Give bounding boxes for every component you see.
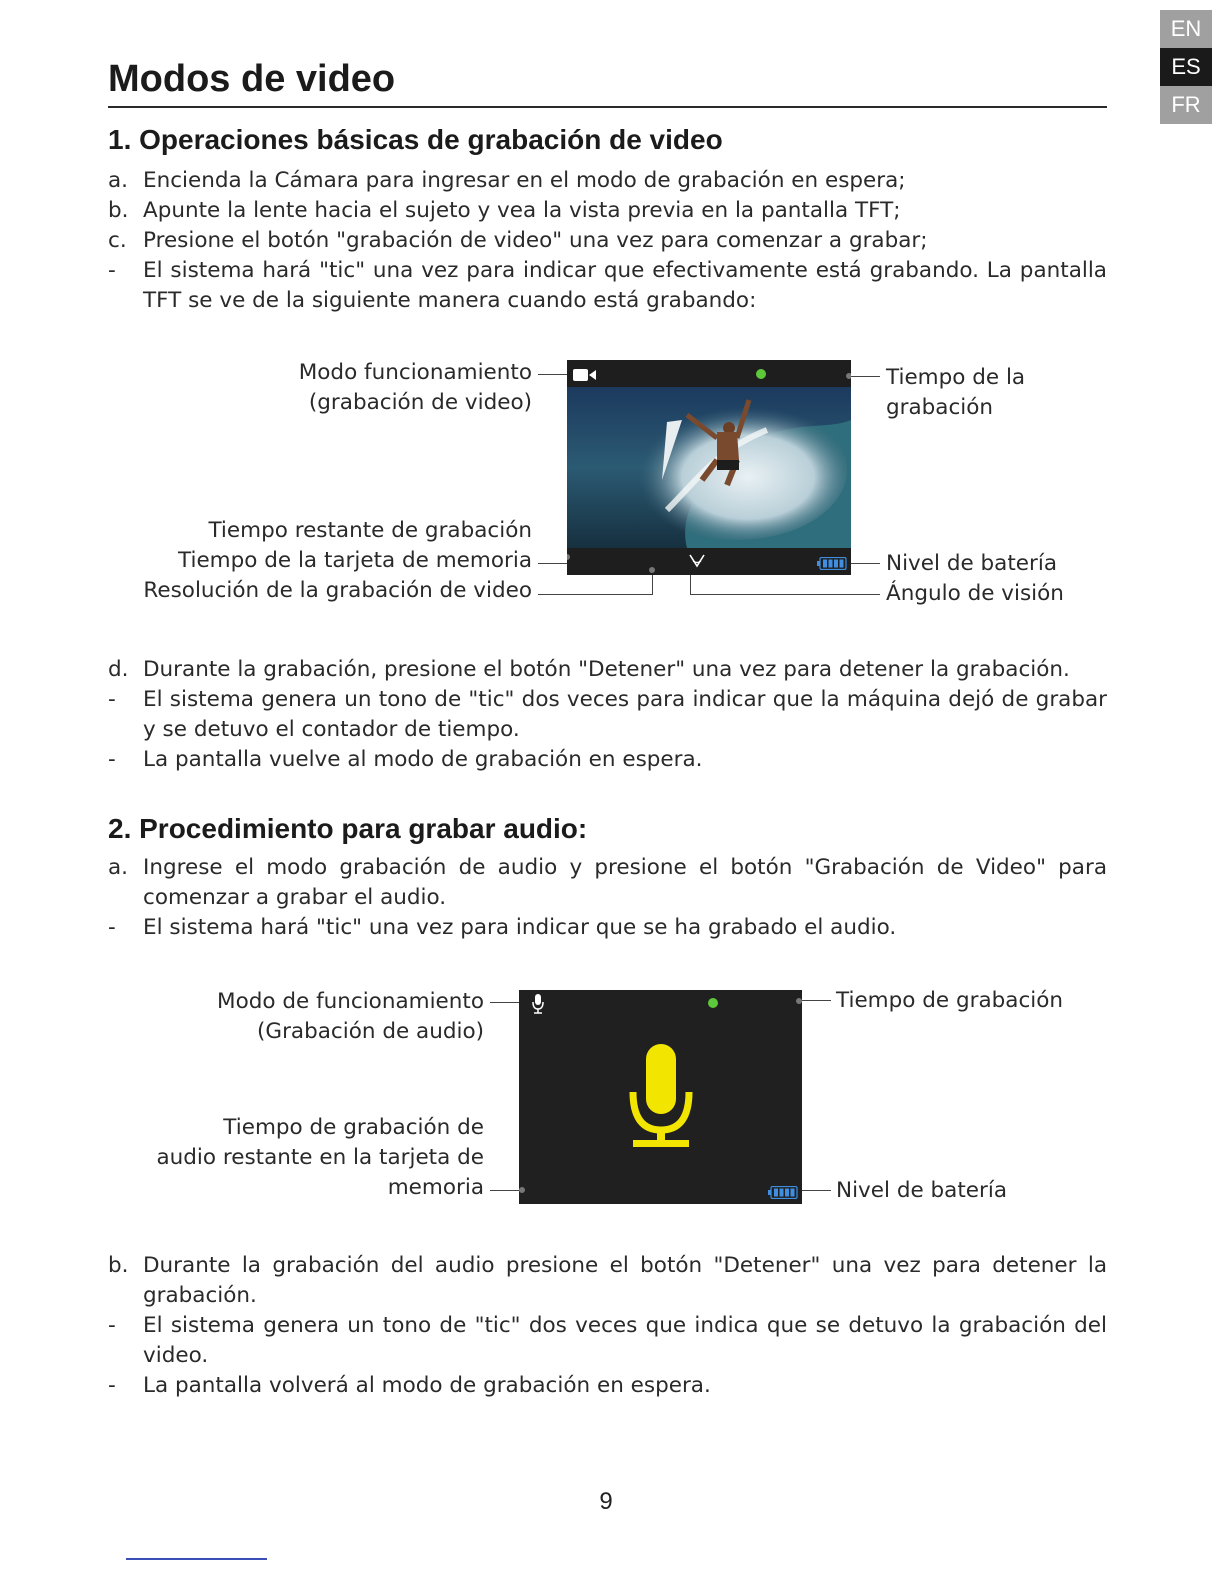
list-item xyxy=(108,196,1107,226)
list-text: El sistema genera un tono de "tic" dos veces que indica que se detuvo la grabación del video. xyxy=(143,1313,1107,1368)
list-item xyxy=(108,226,1107,256)
list-text: Encienda la Cámara para ingresar en el modo de grabación en espera; xyxy=(143,168,906,193)
label-audio-remaining-line2: audio restante en la tarjeta de xyxy=(156,1145,484,1170)
list-marker: b. xyxy=(108,198,129,223)
label-audio-mode-line2: (Grabación de audio) xyxy=(257,1019,484,1044)
lang-tab-fr[interactable]: FR xyxy=(1160,86,1212,124)
recording-dot-icon xyxy=(756,369,766,379)
lang-tab-en[interactable]: EN xyxy=(1160,10,1212,48)
list-item xyxy=(108,256,1107,316)
video-preview-screen xyxy=(567,360,851,575)
list-marker: b. xyxy=(108,1253,129,1278)
list-marker: - xyxy=(108,1373,116,1398)
label-mode xyxy=(299,358,532,418)
label-remaining-line1: Tiempo restante de grabación xyxy=(208,518,532,543)
list-item xyxy=(108,655,1107,685)
list-text: Apunte la lente hacia el sujeto y vea la vista previa en la pantalla TFT; xyxy=(143,198,901,223)
section1-heading: 1. Operaciones básicas de grabación de video xyxy=(108,124,723,155)
label-resolution: Resolución de la grabación de video xyxy=(143,578,532,603)
label-mode-line1: Modo funcionamiento xyxy=(298,360,532,385)
list-item xyxy=(108,1311,1107,1371)
label-battery: Nivel de batería xyxy=(886,551,1057,576)
label-recording-time-line1: Tiempo de la xyxy=(886,365,1026,390)
large-microphone-icon xyxy=(629,1044,693,1154)
label-audio-mode-line1: Modo de funcionamiento xyxy=(217,989,484,1014)
view-angle-icon xyxy=(688,553,706,573)
label-audio-recording-time: Tiempo de grabación xyxy=(836,988,1064,1013)
list-marker: - xyxy=(108,258,116,283)
label-recording-time xyxy=(886,363,1025,423)
leader-line xyxy=(538,594,653,595)
language-tabs xyxy=(1160,10,1212,124)
leader-line xyxy=(801,1190,831,1191)
list-marker: - xyxy=(108,687,116,712)
list-text: Durante la grabación, presione el botón "Detener" una vez para detener la grabación. xyxy=(143,657,1070,682)
label-audio-remaining xyxy=(156,1113,484,1203)
leader-line xyxy=(490,1190,520,1191)
list-text: El sistema hará "tic" una vez para indicar que se ha grabado el audio. xyxy=(143,915,897,940)
section1-steps xyxy=(108,166,1107,316)
list-marker: a. xyxy=(108,855,129,880)
page-title: Modos de video xyxy=(108,58,396,100)
footer-rule xyxy=(126,1558,267,1560)
section2-after-steps xyxy=(108,1251,1107,1401)
battery-icon xyxy=(817,555,847,574)
section1-after-steps xyxy=(108,655,1107,775)
list-text: Presione el botón "grabación de video" una vez para comenzar a grabar; xyxy=(143,228,928,253)
label-recording-time-line2: grabación xyxy=(886,395,994,420)
microphone-icon xyxy=(531,993,545,1019)
list-text: La pantalla vuelve al modo de grabación en espera. xyxy=(143,747,703,772)
list-text: Durante la grabación del audio presione el botón "Detener" una vez para detener la grabación. xyxy=(143,1253,1107,1308)
section2-steps xyxy=(108,853,1107,943)
battery-icon xyxy=(768,1184,798,1203)
list-item xyxy=(108,913,1107,943)
audio-recording-screen xyxy=(519,990,802,1204)
leader-line xyxy=(850,563,880,564)
label-audio-remaining-line3: memoria xyxy=(387,1175,484,1200)
label-mode-line2: (grabación de video) xyxy=(308,390,532,415)
list-text: Ingrese el modo grabación de audio y presione el botón "Grabación de Video" para comenzar a grabar el audio. xyxy=(143,855,1107,910)
label-audio-mode xyxy=(217,987,484,1047)
lang-tab-es[interactable]: ES xyxy=(1160,48,1212,86)
list-text: El sistema genera un tono de "tic" dos veces para indicar que la máquina dejó de grabar y se detuvo el contador de tiempo. xyxy=(143,687,1107,742)
label-audio-remaining-line1: Tiempo de grabación de xyxy=(223,1115,484,1140)
leader-line xyxy=(801,1000,831,1001)
list-text: La pantalla volverá al modo de grabación en espera. xyxy=(143,1373,711,1398)
list-marker: c. xyxy=(108,228,127,253)
list-marker: a. xyxy=(108,168,129,193)
label-remaining-time xyxy=(143,516,532,606)
list-item xyxy=(108,1371,1107,1401)
list-marker: - xyxy=(108,915,116,940)
page-number: 9 xyxy=(599,1488,613,1515)
list-item xyxy=(108,166,1107,196)
leader-line xyxy=(850,376,880,377)
list-item xyxy=(108,853,1107,913)
recording-dot-icon xyxy=(708,998,718,1008)
leader-line xyxy=(490,1002,520,1003)
leader-line xyxy=(538,563,568,564)
list-item xyxy=(108,1251,1107,1311)
list-item xyxy=(108,685,1107,745)
list-marker: - xyxy=(108,1313,116,1338)
title-divider xyxy=(108,106,1107,108)
leader-line xyxy=(690,594,880,595)
surf-photo xyxy=(567,360,851,575)
label-audio-battery: Nivel de batería xyxy=(836,1178,1007,1203)
list-text: El sistema hará "tic" una vez para indicar que efectivamente está grabando. La pantalla TFT se ve de la siguiente manera cuando está grabando: xyxy=(143,258,1107,313)
list-item xyxy=(108,745,1107,775)
video-camera-icon xyxy=(573,367,597,386)
list-marker: - xyxy=(108,747,116,772)
label-remaining-line2: Tiempo de la tarjeta de memoria xyxy=(178,548,532,573)
leader-line xyxy=(538,374,568,375)
section2-heading: 2. Procedimiento para grabar audio: xyxy=(108,813,588,844)
label-view-angle: Ángulo de visión xyxy=(886,581,1064,606)
list-marker: d. xyxy=(108,657,129,682)
